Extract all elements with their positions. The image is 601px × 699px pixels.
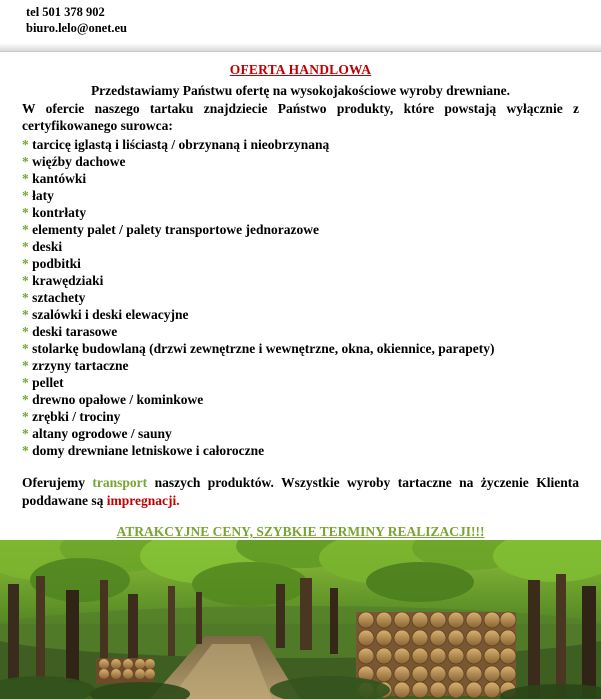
bullet-star: * xyxy=(22,171,29,186)
intro-line-2: W ofercie naszego tartaku znajdziecie Państwo produkty, które powstają wyłącznie z certyfikowanego surowca: xyxy=(22,101,579,133)
bullet-star: * xyxy=(22,443,29,458)
list-item xyxy=(22,408,579,425)
bullet-star: * xyxy=(22,273,29,288)
list-item xyxy=(22,340,579,357)
list-item-label: zrzyny tartaczne xyxy=(32,358,129,373)
list-item-label: stolarkę budowlaną (drzwi zewnętrzne i wewnętrzne, okna, okiennice, parapety) xyxy=(32,341,495,356)
list-item xyxy=(22,204,579,221)
document-body xyxy=(0,52,601,540)
bullet-star: * xyxy=(22,137,29,152)
header-contact-block xyxy=(0,0,601,36)
list-item-label: kontrłaty xyxy=(32,205,87,220)
list-item xyxy=(22,153,579,170)
list-item xyxy=(22,442,579,459)
list-item-label: drewno opałowe / kominkowe xyxy=(32,392,204,407)
product-list xyxy=(22,136,579,459)
list-item xyxy=(22,272,579,289)
closing-paragraph xyxy=(22,474,579,510)
list-item-label: zrębki / trociny xyxy=(32,409,121,424)
bullet-star: * xyxy=(22,341,29,356)
list-item-label: sztachety xyxy=(32,290,86,305)
list-item-label: więźby dachowe xyxy=(32,154,126,169)
bullet-star: * xyxy=(22,392,29,407)
list-item xyxy=(22,170,579,187)
bullet-star: * xyxy=(22,188,29,203)
bullet-star: * xyxy=(22,324,29,339)
list-item xyxy=(22,357,579,374)
list-item-label: krawędziaki xyxy=(32,273,104,288)
list-item xyxy=(22,255,579,272)
bullet-star: * xyxy=(22,222,29,237)
cta-banner: ATRAKCYJNE CENY, SZYBKIE TERMINY REALIZACJI!!! xyxy=(116,524,485,539)
list-item-label: deski tarasowe xyxy=(32,324,118,339)
closing-part-2: naszych produktów. Wszystkie wyroby tartaczne na życzenie Klienta poddawane są xyxy=(22,475,579,508)
bullet-star: * xyxy=(22,307,29,322)
header-divider xyxy=(0,43,601,52)
bullet-star: * xyxy=(22,154,29,169)
intro-line-1: Przedstawiamy Państwu ofertę na wysokojakościowe wyroby drewniane. xyxy=(90,83,511,98)
list-item-label: altany ogrodowe / sauny xyxy=(32,426,172,441)
list-item xyxy=(22,289,579,306)
list-item-label: pellet xyxy=(32,375,64,390)
list-item-label: domy drewniane letniskowe i całoroczne xyxy=(32,443,265,458)
closing-highlight-impregnacja: impregnacji. xyxy=(106,493,180,508)
contact-phone: tel 501 378 902 xyxy=(26,5,105,19)
list-item xyxy=(22,187,579,204)
list-item-label: kantówki xyxy=(32,171,87,186)
page-title: OFERTA HANDLOWA xyxy=(229,62,372,77)
list-item xyxy=(22,391,579,408)
list-item xyxy=(22,374,579,391)
bullet-star: * xyxy=(22,358,29,373)
list-item-label: łaty xyxy=(32,188,54,203)
bullet-star: * xyxy=(22,409,29,424)
list-item xyxy=(22,306,579,323)
list-item xyxy=(22,221,579,238)
contact-email: biuro.lelo@onet.eu xyxy=(26,21,127,35)
list-item xyxy=(22,238,579,255)
list-item xyxy=(22,323,579,340)
forest-with-stacked-logs-photo xyxy=(0,540,601,699)
list-item-label: szalówki i deski elewacyjne xyxy=(32,307,189,322)
list-item-label: deski xyxy=(32,239,63,254)
bullet-star: * xyxy=(22,290,29,305)
bullet-star: * xyxy=(22,426,29,441)
list-item xyxy=(22,425,579,442)
bullet-star: * xyxy=(22,239,29,254)
list-item-label: elementy palet / palety transportowe jednorazowe xyxy=(32,222,319,237)
closing-highlight-transport: transport xyxy=(92,475,148,490)
bullet-star: * xyxy=(22,256,29,271)
bullet-star: * xyxy=(22,205,29,220)
bullet-star: * xyxy=(22,375,29,390)
list-item-label: tarcicę iglastą i liściastą / obrzynaną i nieobrzynaną xyxy=(32,137,330,152)
list-item-label: podbitki xyxy=(32,256,81,271)
closing-part-1: Oferujemy xyxy=(22,475,93,490)
list-item xyxy=(22,136,579,153)
